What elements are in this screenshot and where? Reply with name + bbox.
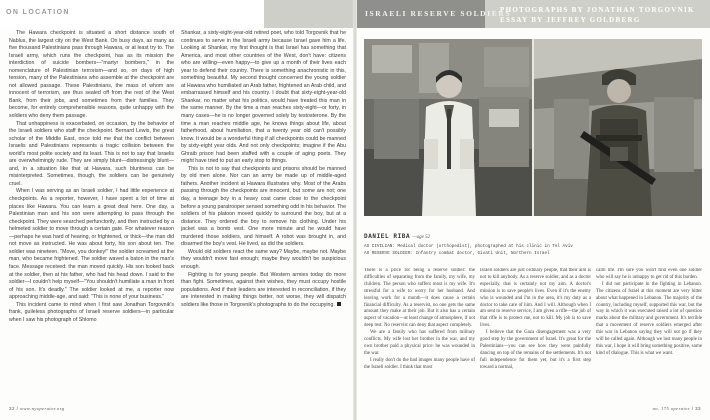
testimony-paragraph: There is a price for being a reserve soldier: the difficulties of separating from the family, my wife, my children. The person who suffers most is my wife. It's stressful for a wife to worry for her husband. And leaving work for a month—it does cause a certain financial difficulty. As a reservist, no one gets the same amount they make at their job. But it also has a certain aspect of vacation—at least change of atmosphere, if not deep rest. No reservist can deny that aspect completely. <box>364 268 475 329</box>
story-title: ISRAELI RESERVE SOLDIERS <box>365 9 512 18</box>
essay-paragraph: The Hawara checkpoint is situated a short distance south of Nablus, the largest city on the West Bank. On busy days, as many as five thousand Palestinians pass through Hawara, or at least try to. The Israeli army, which runs the checkpoint, has as its mission the interdiction of suicide bombers—"martyr bombers," in the nomenclature of Palestinian terrorism—and so, on days of high tension, many of the Palestinians who assemble at the checkpoint are not allowed passage. These Palestinians, the mass of whom are innocent of terrorism, are thus sealed off from the rest of the West Bank, from their jobs, and sometimes from their families. They become, for entirely comprehensible reasons, quite unhappy with the soldiers who deny them passage. <box>9 30 174 120</box>
credits <box>500 5 695 25</box>
testimony-column-1 <box>364 268 475 392</box>
essay-paragraph: When I was serving as an Israeli soldier, I had little experience at checkpoints. As a reporter, however, I have spent a lot of time at places like Hawara. You can learn a great deal here. One day, a Palestinian man and his son were attempting to pass through the checkpoint. They were searched perfunctorily, and then instructed by a helmeted soldier to move through a certain gate. For whatever reason—perhaps he was hard of hearing, or frightened, or thick—the man did not move as instructed. He was about forty, his son about ten. The soldier was nineteen. "Move, you donkey!" the soldier screamed at the man, who became frightened. The soldier waved a baton in the man's face. Message received: the man moved quickly. His son looked back at the soldier, then at his father, who had his head down. I said to the soldier—I couldn't help myself—"You shouldn't humiliate a man in front of his son. It's deadly." The soldier looked at me, a reporter now approaching middle-age, and said: "This is none of your business." <box>9 188 174 301</box>
caption-civilian: AS CIVILIAN: Medical doctor (orthopedist), photographed at his clinic in Tel Aviv <box>364 244 573 249</box>
testimony-paragraph: Israeli soldiers are just ordinary people, that their aim is not to kill anybody. As a reserve soldier, and as a doctor especially, that is certainly not my aim. A doctor's mission is to save people's lives. Even if it's the enemy who is wounded and I'm in the area, it's my duty as a doctor to take care of him. And I will. Although when I am sent to reserve service, I am given a rifle—the job of that rifle is to protect me, not to kill. My job is to save lives. <box>480 268 591 329</box>
subject-name: DANIEL RIBA <box>364 233 411 240</box>
testimony-column-3 <box>596 268 702 392</box>
essay-paragraph <box>181 272 346 310</box>
section-kicker: ON LOCATION <box>6 9 70 16</box>
essay-credit: ESSAY BY JEFFREY GOLDBERG <box>500 16 641 24</box>
testimony-paragraph: We are a family who has suffered from military conflicts. My wife lost her brother in the war, and my own brother paid a physical price: he was wounded in the war. <box>364 330 475 356</box>
testimony-column-2 <box>480 268 591 392</box>
left-folio-site: www.nyoperator.org <box>19 406 65 411</box>
end-mark-icon <box>337 302 341 306</box>
diptych-photo <box>364 39 702 216</box>
left-page-number: 32 <box>9 406 15 411</box>
right-folio: no. 175 operator / 33 <box>652 406 701 411</box>
testimony-paragraph: calm life. I'm sure you won't find even one soldier who will say he is unhappy to get rid of this burden. <box>596 268 702 280</box>
essay-paragraph: Would old soldiers react the same way? Maybe, maybe not. Maybe they wouldn't move fast enough; maybe they wouldn't be suspicious enough. <box>181 248 346 270</box>
photo-illustration <box>364 39 702 216</box>
essay-paragraph: This is not to say that checkpoints and prisons should be manned by old men alone. Nor can an army be made up of middle-aged fathers. Another incident at Hawara illustrates why. Most of the Arabs passing through the checkpoints are innocent, but some are not; one day, a teenage boy in a heavy coat came close to the checkpoint before a young paratrooper sensed something odd in his behavior. The soldiers of his platoon moved quickly to surround the boy, but at a distance. They ordered the boy to remove his clothing. Under his jacket was a bomb vest. One more minute and he would have murdered those soldiers, and himself. A robot was brought in, and disarmed the boy's vest. He lived, as did the soldiers. <box>181 165 346 248</box>
page-gutter <box>353 0 357 420</box>
photo-caption <box>364 225 704 257</box>
caption-soldier: AS RESERVE SOLDIER: Infantry combat doctor, Givati Unit, Northern Israel <box>364 251 550 256</box>
header-band-left <box>264 0 353 28</box>
essay-paragraph: This incident came to mind when I first saw Jonathan Torgovnik's frank, guileless photographs of Israeli reserve soldiers—in particular when I saw his photograph of Shlomo <box>9 301 174 323</box>
essay-column-1 <box>9 30 174 401</box>
right-folio-site: no. 175 operator <box>652 406 691 411</box>
essay-paragraph: Shankar, a sixty-eight-year-old retired poet, who told Torgovnik that he continues to serve in the Israeli army because Israel gave him a life. Looking at Shankar, my first thought is that Israel has something that America, and most other countries of the West, don't have: citizens who are willing—even happy—to give up a month of their lives each year to defend their country. There is something anachronistic in this, something beautiful. My second thought concerned the young soldier at Hawara who humiliated an Arab father, frightened an Arab child, and embarrassed himself and his country. I doubt that sixty-eight-year-old Shankar, no matter what his politics, would have treated this man in the same manner. By the time a man reaches sixty-eight—or forty, in many cases—he is no longer governed solely by testosterone. By the time a man reaches middle age, he knows things about life, about fatherhood, about humiliation, that a twenty year old can't possibly know. It would be a wonderful thing if all checkpoints could be manned by sixty-eight year olds. And not only checkpoints; imagine if the Abu Ghraib prison had been staffed with a couple of aging poets. They might have tried to put an early stop to things. <box>181 30 346 165</box>
subject-age: —age 52 <box>412 235 431 240</box>
testimony-paragraph: I really don't do the bad images many people have of the Israeli soldier. I think that most <box>364 357 475 370</box>
testimony-paragraph: I believe that the Gaza disengagement was a very good step by the government of Israel. It's great for the Palestinians—you can see how they were painfully dancing on top of the remains of the settlements. It's not full independence for them yet, but it's a first step toward a normal, <box>480 330 591 370</box>
left-folio: 32 / www.nyoperator.org <box>9 406 65 411</box>
essay-paragraph: That unhappiness is exacerbated, on occasion, by the behavior of the Israeli soldiers who staff the checkpoint. Bernard Lewis, the great scholar of the Middle East, once told me that the conflict between Israelis and Palestinians represents a tragic collision between the world's most polite society and its least. This is not to say that Israelis are overwhelmingly rude. They are simply blunt—distressingly blunt—and, in a situation like that at Hawara, such bluntness can be misinterpreted. Sometimes, though, the soldiers can be genuinely cruel. <box>9 120 174 187</box>
essay-column-2 <box>181 30 346 401</box>
story-title-band <box>357 0 512 28</box>
essay-paragraph-text: Fighting is for young people. But Western armies today do more than fight. Sometimes, against their wishes, they must occupy hostile populations. And if their leaders are interested in reconciliation, if they are interested in making things better, not worse, they will dispatch soldiers like those in Torgovnik's photographs to do the occupying. <box>181 271 346 308</box>
photo-credit: PHOTOGRAPHS BY JONATHAN TORGOVNIK <box>500 6 695 14</box>
right-page-number: 33 <box>695 406 701 411</box>
testimony-paragraph: I did not participate in the fighting in Lebanon. The citizens of Israel at this moment are very bitter about what happened in Lebanon. The majority of the country, including myself, supported this war, but the way in which it was executed raised a lot of question marks about the military and government. It's terrible that a movement of reserve soldiers emerged after this war in Lebanon saying they will not go if they will be called again. Although we lost many people in this war, I hope it will bring something positive, some kind of dialogue. This is what we want. <box>596 281 702 356</box>
